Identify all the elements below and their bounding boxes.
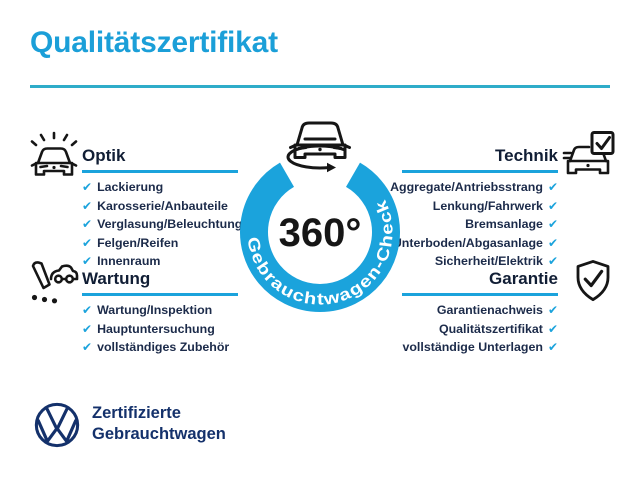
section-title-optik: Optik <box>82 146 126 165</box>
check-icon: ✔ <box>547 198 558 213</box>
optik-checklist <box>82 178 242 271</box>
section-title-technik: Technik <box>495 146 558 165</box>
vw-logo <box>33 401 81 449</box>
section-rule-garantie <box>402 293 558 296</box>
section-rule-wartung <box>82 293 238 296</box>
list-item: Lenkung/Fahrwerk ✔ <box>432 198 558 213</box>
ring-label: Gebrauchtwagen-Check <box>243 198 397 309</box>
check-icon: ✔ <box>82 217 93 232</box>
list-item: ✔ vollständiges Zubehör <box>82 340 230 355</box>
wartung-checklist <box>82 301 229 357</box>
check-icon: ✔ <box>547 303 558 318</box>
check-icon: ✔ <box>82 303 93 318</box>
check-icon: ✔ <box>82 340 93 355</box>
inspection-pen-car-icon <box>25 258 81 306</box>
list-item: ✔ Felgen/Reifen <box>82 235 179 250</box>
list-item: ✔ Karosserie/Anbauteile <box>82 198 228 213</box>
degree-label: 360° <box>278 211 362 255</box>
car-checkbox-icon <box>562 128 616 178</box>
list-item: Garantienachweis ✔ <box>436 303 558 318</box>
list-item: vollständige Unterlagen ✔ <box>402 340 558 355</box>
page-title: Qualitätszertifikat <box>30 26 278 59</box>
list-item: ✔ Lackierung <box>82 180 164 195</box>
list-item: Unterboden/Abgasanlage ✔ <box>392 235 558 250</box>
check-icon: ✔ <box>547 340 558 355</box>
footer-line-2: Gebrauchtwagen <box>92 424 226 443</box>
footer-brand-text <box>92 403 226 444</box>
check-icon: ✔ <box>82 198 93 213</box>
check-icon: ✔ <box>82 254 93 269</box>
check-icon: ✔ <box>547 254 558 269</box>
center-360-badge <box>225 103 415 323</box>
car-360-rotation-icon <box>288 123 349 172</box>
list-item: Aggregate/Antriebsstrang ✔ <box>390 180 558 195</box>
section-title-wartung: Wartung <box>82 269 151 288</box>
footer-line-1: Zertifizierte <box>92 404 181 422</box>
list-item: ✔ Verglasung/Beleuchtung <box>82 217 243 232</box>
list-item: Bremsanlage ✔ <box>465 217 558 232</box>
check-icon: ✔ <box>547 180 558 195</box>
section-rule-technik <box>402 170 558 173</box>
check-icon: ✔ <box>547 321 558 336</box>
list-item: Sicherheit/Elektrik ✔ <box>434 254 558 269</box>
list-item: ✔ Innenraum <box>82 254 161 269</box>
list-item: ✔ Wartung/Inspektion <box>82 303 213 318</box>
section-rule-optik <box>82 170 238 173</box>
check-icon: ✔ <box>547 217 558 232</box>
shield-check-icon <box>573 258 613 304</box>
check-icon: ✔ <box>82 321 93 336</box>
check-icon: ✔ <box>82 235 93 250</box>
list-item: Qualitätszertifikat ✔ <box>438 321 558 336</box>
check-icon: ✔ <box>82 180 93 195</box>
section-title-garantie: Garantie <box>489 269 558 288</box>
car-shine-icon <box>27 130 81 180</box>
header-divider <box>30 85 610 88</box>
list-item: ✔ Hauptuntersuchung <box>82 321 215 336</box>
check-icon: ✔ <box>547 235 558 250</box>
